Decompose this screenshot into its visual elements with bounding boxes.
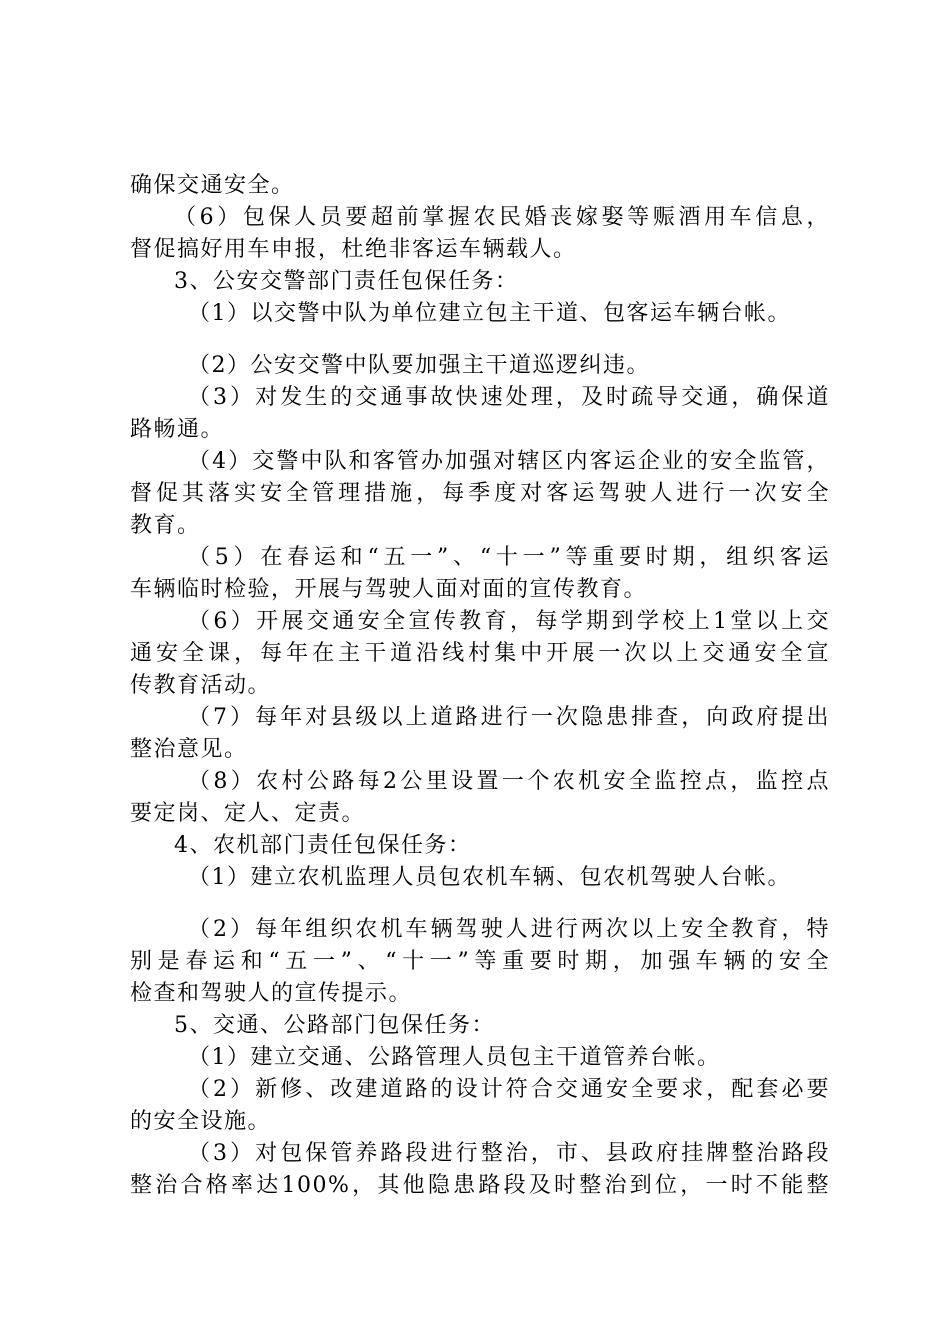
text-line: （5）在春运和“五一”、“十一”等重要时期，组织客运 (188, 545, 830, 570)
text-line: 的安全设施。 (130, 1109, 272, 1134)
section-heading: 4、农机部门责任包保任务： (174, 833, 472, 858)
text-line: （2）公安交警中队要加强主干道巡逻纠违。 (188, 353, 650, 378)
text-line: （6）开展交通安全宣传教育，每学期到学校上1堂以上交 (188, 609, 830, 634)
section-heading: 5、交通、公路部门包保任务： (174, 1013, 495, 1038)
text-line: 确保交通安全。 (130, 173, 295, 198)
text-line: （7）每年对县级以上道路进行一次隐患排查，向政府提出 (188, 705, 830, 730)
text-line: （2）新修、改建道路的设计符合交通安全要求，配套必要 (188, 1077, 830, 1102)
text-line: （3）对发生的交通事故快速处理，及时疏导交通，确保道 (188, 385, 830, 410)
text-line: 别是春运和“五一”、“十一”等重要时期，加强车辆的安全 (130, 949, 830, 974)
text-line: 整治意见。 (130, 737, 248, 762)
text-line: 路畅通。 (130, 417, 225, 442)
text-line: （8）农村公路每2公里设置一个农机安全监控点，监控点 (188, 769, 830, 794)
text-line: 传教育活动。 (130, 673, 272, 698)
text-line: （1）以交警中队为单位建立包主干道、包客运车辆台帐。 (188, 301, 791, 326)
text-line: （2）每年组织农机车辆驾驶人进行两次以上安全教育，特 (188, 917, 830, 942)
text-line: 整治合格率达100%，其他隐患路段及时整治到位，一时不能整 (130, 1173, 830, 1198)
text-line: （1）建立农机监理人员包农机车辆、包农机驾驶人台帐。 (188, 865, 791, 890)
section-heading: 3、公安交警部门责任包保任务： (174, 269, 519, 294)
text-line: 车辆临时检验，开展与驾驶人面对面的宣传教育。 (130, 577, 648, 602)
text-line: （6）包保人员要超前掌握农民婚丧嫁娶等赈酒用车信息， (174, 205, 830, 230)
text-line: 检查和驾驶人的宣传提示。 (130, 981, 413, 1006)
text-line: （1）建立交通、公路管理人员包主干道管养台帐。 (188, 1045, 721, 1070)
text-line: （4）交警中队和客管办加强对辖区内客运企业的安全监管， (188, 449, 830, 474)
text-line: 督促其落实安全管理措施，每季度对客运驾驶人进行一次安全 (130, 481, 830, 506)
text-line: 督促搞好用车申报，杜绝非客运车辆载人。 (130, 237, 577, 262)
text-line: 要定岗、定人、定责。 (130, 801, 366, 826)
text-line: 教育。 (130, 513, 201, 538)
text-line: （3）对包保管养路段进行整治，市、县政府挂牌整治路段 (188, 1141, 830, 1166)
text-line: 通安全课，每年在主干道沿线村集中开展一次以上交通安全宣 (130, 641, 830, 666)
document-body (130, 170, 830, 1202)
